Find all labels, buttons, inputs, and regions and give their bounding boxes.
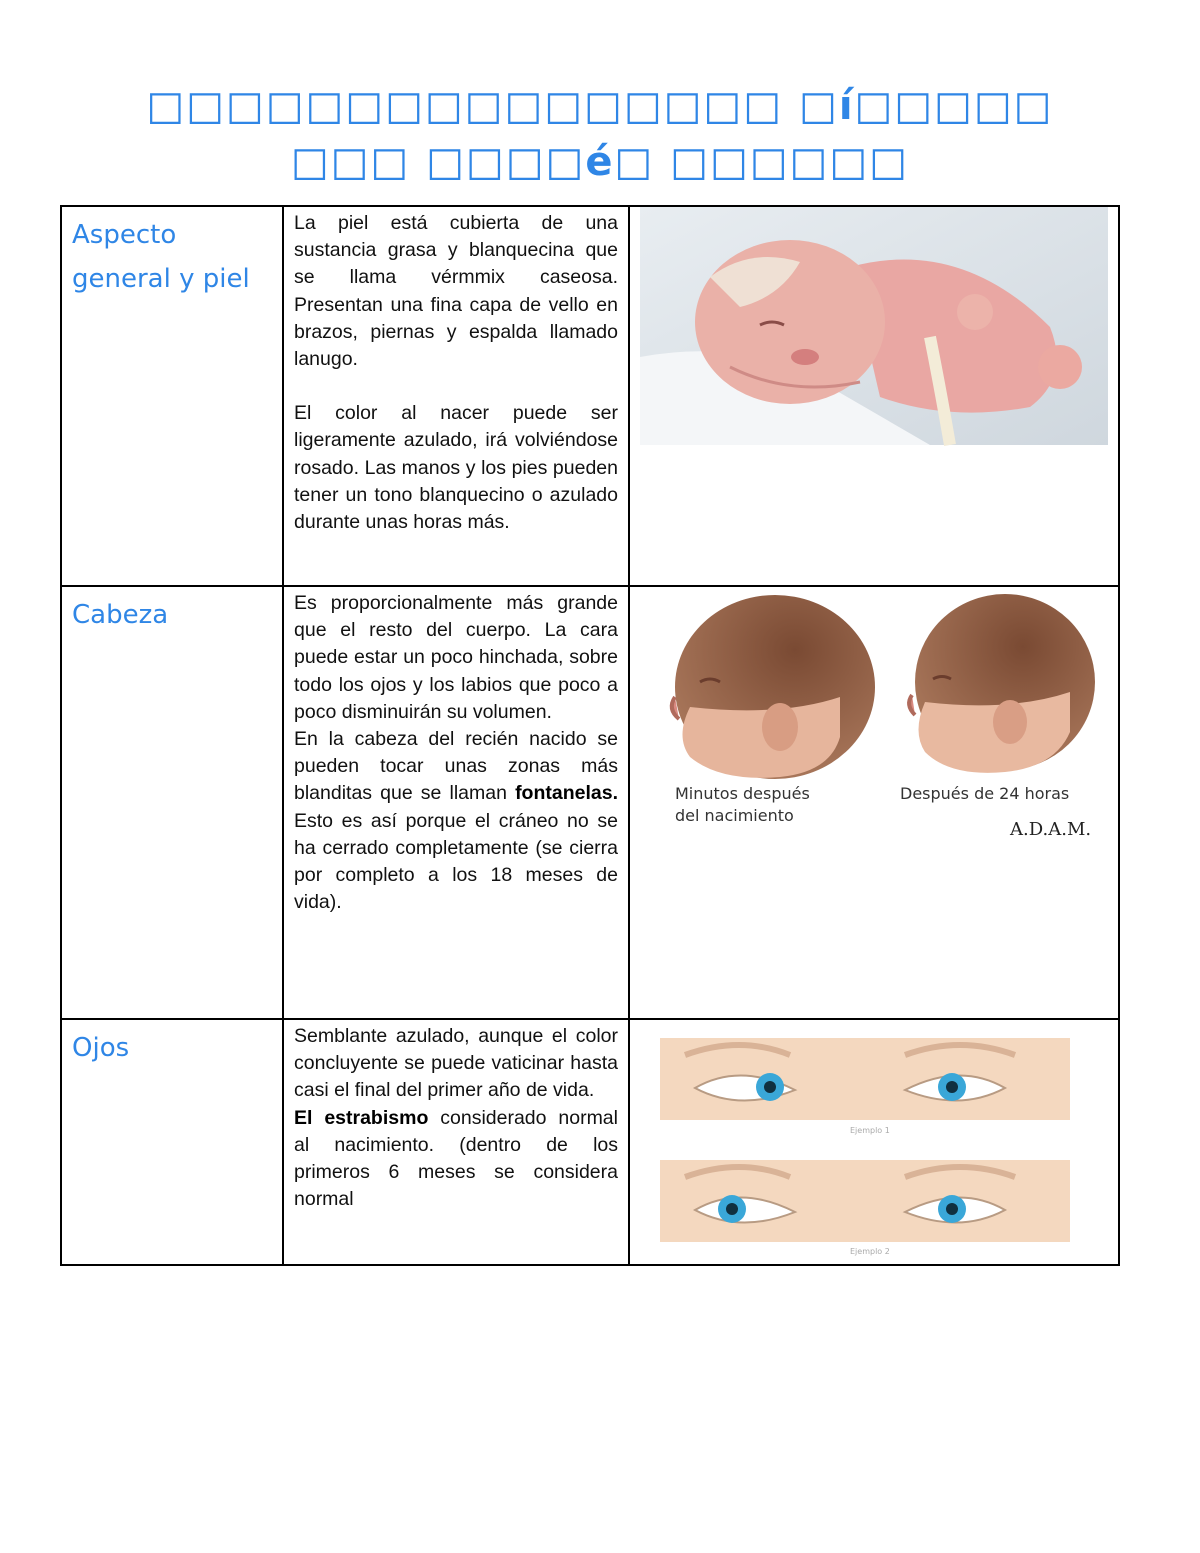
baby-head-minutes-after	[672, 595, 875, 779]
row-description	[284, 1020, 628, 1213]
eyes-caption-2: Ejemplo 2	[850, 1247, 890, 1256]
caption-birth: del nacimiento	[675, 806, 794, 825]
row-label-cell	[61, 206, 283, 586]
row-label: Cabeza	[72, 600, 169, 630]
newborn-characteristics-table	[60, 205, 1120, 1266]
row-label-cell	[61, 1019, 283, 1265]
row-description	[284, 207, 628, 536]
description-paragraph	[294, 1105, 618, 1214]
row-image-cell	[629, 1019, 1119, 1265]
row-label: Aspecto general y piel	[72, 220, 250, 294]
description-paragraph: Semblante azulado, aunque el color concluyente se puede vaticinar hasta casi el final del primer año de vida.	[294, 1025, 618, 1102]
baby-head-illustration	[630, 587, 1120, 847]
row-description-cell	[283, 586, 629, 1019]
description-paragraph: La piel está cubierta de una sustancia grasa y blanquecina que se llama vérmmix caseosa. Presentan una fina capa de vello en brazos, piernas y espalda llamado lanugo.	[294, 212, 618, 371]
description-text: En la cabeza del recién nacido se pueden tocar unas zonas más blanditas que se llaman	[294, 728, 618, 805]
description-paragraph: Es proporcionalmente más grande que el resto del cuerpo. La cara puede estar un poco hinchada, sobre todo los ojos y los labios que poco a poco disminuirán su volumen.	[294, 592, 618, 723]
row-description	[284, 587, 628, 916]
row-image-cell	[629, 586, 1119, 1019]
caption-minutes-after: Minutos después	[675, 784, 810, 803]
row-label: Ojos	[72, 1033, 130, 1063]
eyes-illustration	[630, 1020, 1120, 1260]
description-paragraph: El color al nacer puede ser ligeramente azulado, irá volviéndose rosado. Las manos y los pies pueden tener un tono blanquecino o azulado durante unas horas más.	[294, 402, 618, 534]
description-text: Esto es así porque el cráneo no se ha cerrado completamente (se cierra por completo a los 18 meses de vida).	[294, 809, 618, 914]
page-title: □□□□□□□□□□□□□□□□ □í□□□□□ □□□ □□□□é□ □□□□□□	[146, 83, 1054, 185]
table-row	[61, 206, 1119, 586]
row-image-cell	[629, 206, 1119, 586]
eyes-caption-1: Ejemplo 1	[850, 1126, 890, 1135]
description-bold-term: fontanelas.	[515, 782, 618, 805]
description-paragraph	[294, 726, 618, 916]
caption-24-hours: Después de 24 horas	[900, 784, 1070, 803]
table-row	[61, 586, 1119, 1019]
table-row	[61, 1019, 1119, 1265]
row-label-cell	[61, 586, 283, 1019]
adam-logo: A.D.A.M.	[1010, 819, 1092, 840]
row-description-cell	[283, 206, 629, 586]
description-bold-term: El estrabismo	[294, 1106, 429, 1129]
baby-head-24-hours-after	[909, 594, 1095, 773]
newborn-photo	[630, 207, 1120, 447]
row-description-cell	[283, 1019, 629, 1265]
description-text: considerado normal al nacimiento. (dentro de los primeros 6 meses se considera normal	[294, 1106, 618, 1211]
